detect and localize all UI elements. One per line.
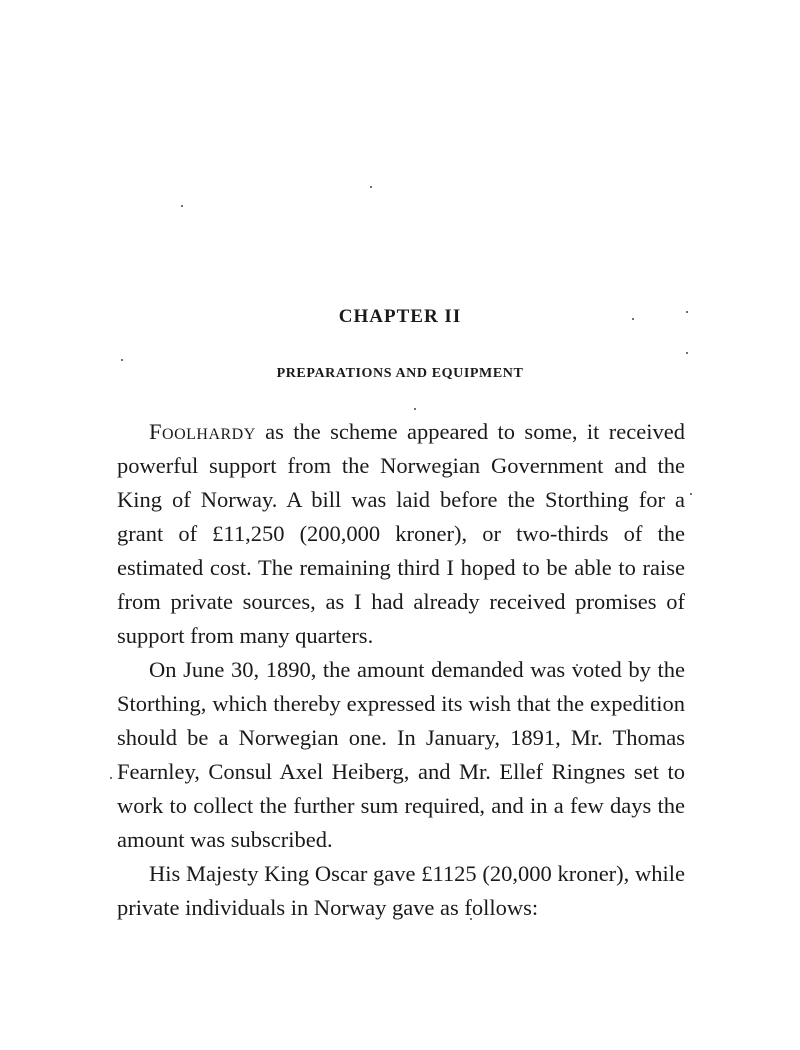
paper-speck xyxy=(181,205,183,207)
paragraph-3 xyxy=(117,857,685,925)
paragraph-2 xyxy=(117,653,685,857)
paragraph-text: as the scheme appeared to some, it received powerful support from the Norwegian Government and the King of Norway. A bill was laid before the Storthing for a grant of £11,250 (200,000 kroner), or two-thirds of the estimated cost. The remaining third I hoped to be able to raise from private sources, as I had already received promises of support from many quarters. xyxy=(117,419,685,648)
paper-speck xyxy=(121,359,123,361)
paper-speck xyxy=(110,777,112,779)
paragraph-lead-word: Foolhardy xyxy=(149,419,256,444)
chapter-subtitle: PREPARATIONS AND EQUIPMENT xyxy=(276,366,524,381)
paper-speck xyxy=(690,493,692,495)
paper-speck xyxy=(414,408,416,410)
chapter-body xyxy=(117,415,685,925)
paragraph-text: On June 30, 1890, the amount demanded was voted by the Storthing, which thereby expressed its wish that the expedition should be a Norwegian one. In January, 1891, Mr. Thomas Fearnley, Consul Axel Heiberg, and Mr. Ellef Ringnes set to work to collect the further sum required, and in a few days the amount was subscribed. xyxy=(117,657,685,852)
chapter-heading: CHAPTER II xyxy=(338,306,462,327)
paper-speck xyxy=(370,186,372,188)
paragraph-text: His Majesty King Oscar gave £1125 (20,000 kroner), while private individuals in Norway gave as follows: xyxy=(117,861,685,920)
paper-speck xyxy=(686,352,688,354)
paragraph-1 xyxy=(117,415,685,653)
